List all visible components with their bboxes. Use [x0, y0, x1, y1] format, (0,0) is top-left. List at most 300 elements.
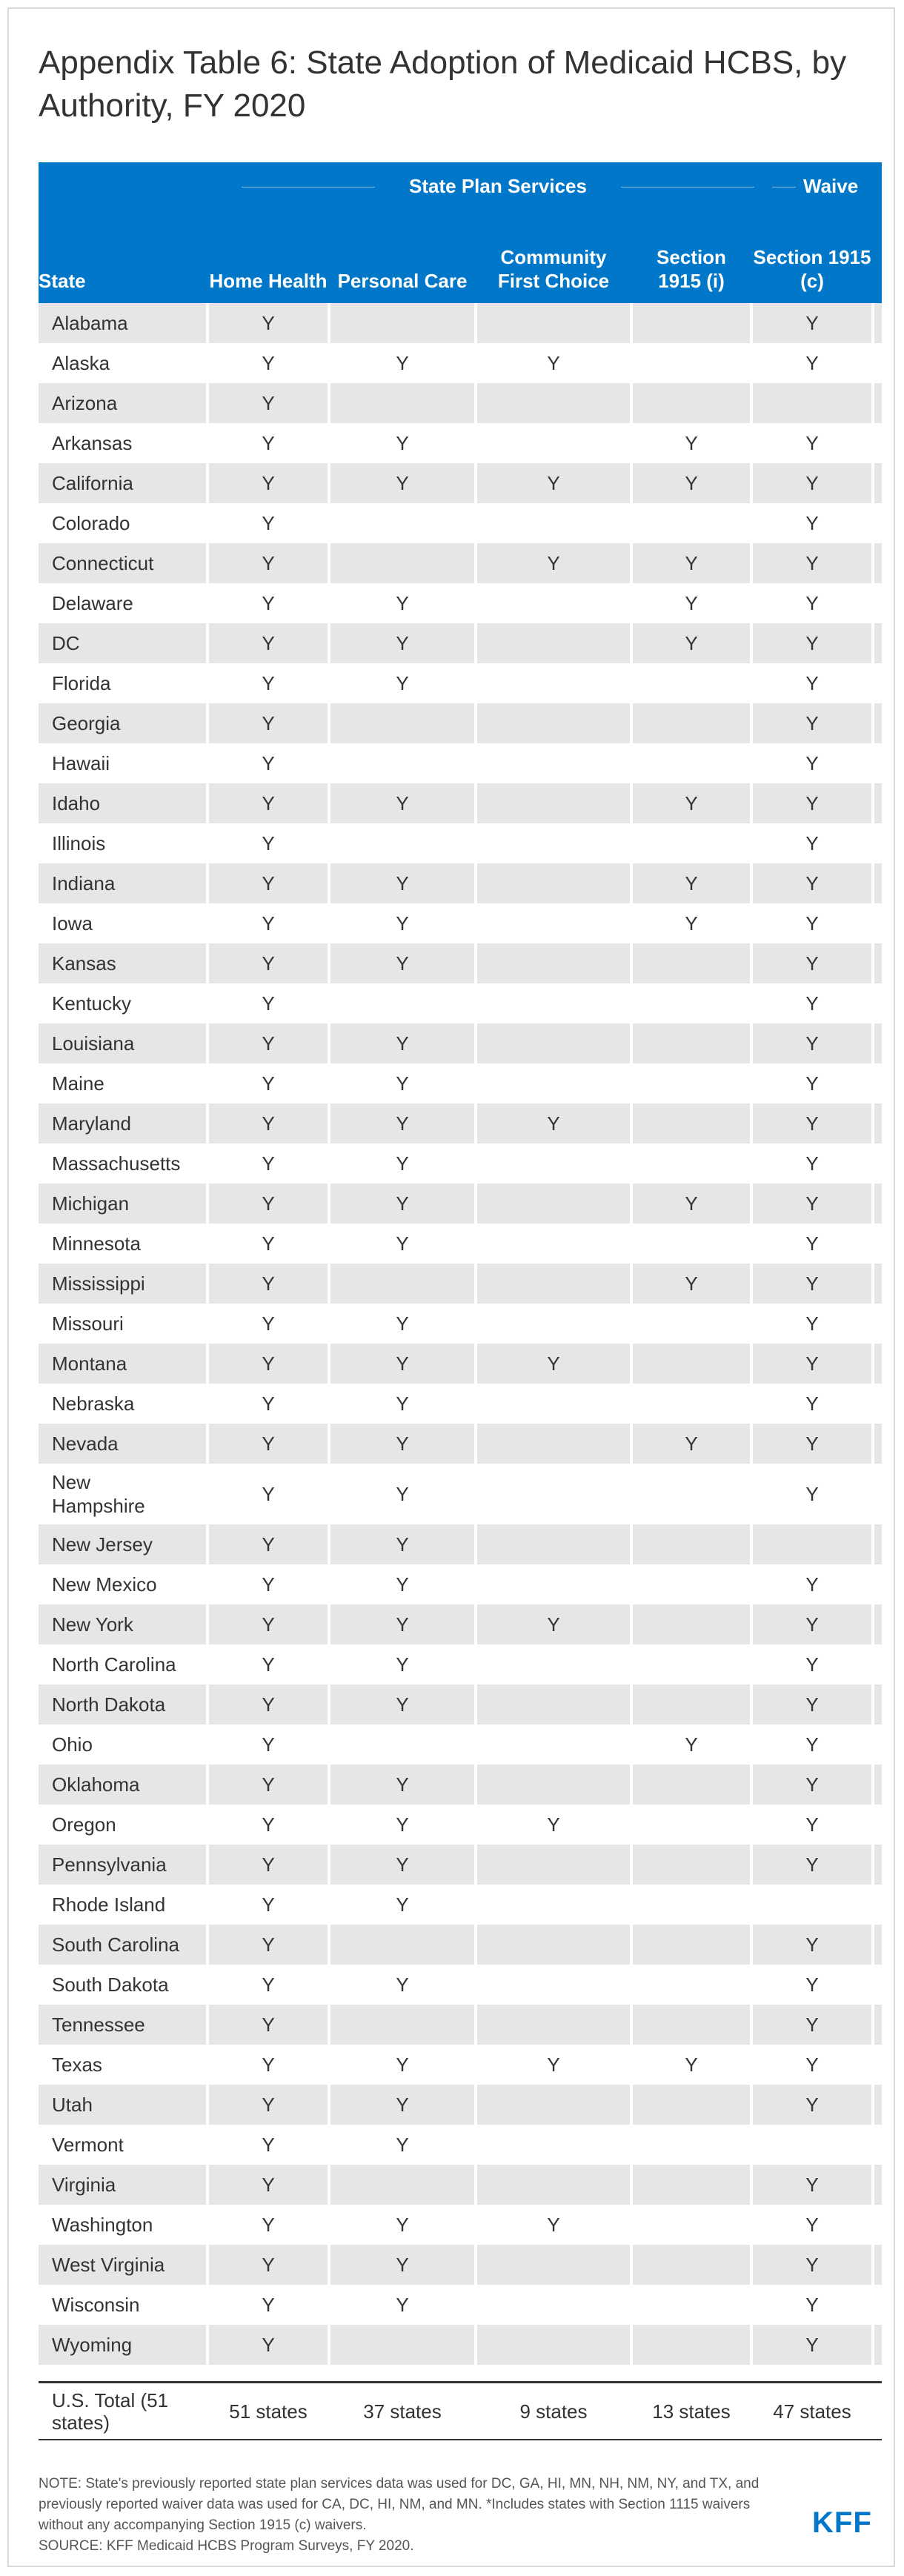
table-row	[39, 2245, 882, 2285]
column-header-personal-care: Personal Care	[337, 270, 468, 292]
cell-home-health: Y	[209, 1184, 328, 1224]
state-name-cell: Oregon	[52, 1813, 116, 1836]
cell-extra	[874, 2045, 882, 2085]
table-row	[39, 2005, 882, 2045]
state-name-cell: New Jersey	[39, 1524, 206, 1564]
cell-extra	[874, 863, 882, 903]
cell-section-1915c: Y	[805, 671, 819, 694]
cell-home-health: Y	[209, 463, 328, 503]
cell-home-health: Y	[262, 1733, 275, 1756]
table-row	[39, 983, 882, 1023]
cell-extra	[874, 2085, 882, 2125]
table-row	[39, 1344, 882, 1384]
cell-community-first-choice: Y	[547, 351, 560, 374]
cell-section-1915i: Y	[685, 912, 698, 935]
cell-personal-care	[330, 1264, 474, 1304]
cell-section-1915c: Y	[753, 1344, 871, 1384]
state-name-cell: North Dakota	[39, 1684, 206, 1724]
cell-section-1915c	[753, 1885, 871, 1925]
cell-community-first-choice	[477, 1724, 630, 1765]
state-name-cell: Virginia	[39, 2165, 206, 2205]
table-row	[39, 543, 882, 583]
cell-home-health: Y	[209, 1845, 328, 1885]
table-row	[39, 1023, 882, 1063]
cell-section-1915c: Y	[805, 1813, 819, 1836]
cell-extra	[874, 303, 882, 343]
state-name-cell: Arizona	[39, 383, 206, 423]
table-row	[39, 1724, 882, 1765]
table-row	[39, 1464, 882, 1524]
cell-section-1915i	[633, 2085, 750, 2125]
state-name-cell: Idaho	[39, 783, 206, 823]
cell-section-1915c: Y	[753, 303, 871, 343]
page-title: Appendix Table 6: State Adoption of Medicaid HCBS, by Authority, FY 2020	[39, 44, 847, 124]
cell-home-health: Y	[262, 431, 275, 454]
cell-personal-care	[330, 1925, 474, 1965]
cell-home-health: Y	[262, 1392, 275, 1415]
cell-extra	[874, 1023, 882, 1063]
cell-extra	[874, 1684, 882, 1724]
cell-section-1915i	[633, 2325, 750, 2365]
state-name-cell: Ohio	[52, 1733, 93, 1756]
cell-section-1915i	[633, 943, 750, 983]
cell-community-first-choice	[477, 743, 630, 783]
cell-home-health: Y	[209, 1344, 328, 1384]
state-name-cell: Alabama	[39, 303, 206, 343]
table-row	[39, 1845, 882, 1885]
cell-personal-care: Y	[396, 431, 409, 454]
cell-personal-care: Y	[396, 1653, 409, 1676]
table-row	[39, 1103, 882, 1143]
cell-extra	[874, 1765, 882, 1805]
cell-home-health: Y	[209, 303, 328, 343]
cell-section-1915i	[633, 1524, 750, 1564]
state-name-cell: Tennessee	[39, 2005, 206, 2045]
cell-section-1915i	[633, 1885, 750, 1925]
state-name-cell: Connecticut	[39, 543, 206, 583]
cell-home-health: Y	[209, 383, 328, 423]
state-name-cell: Kentucky	[52, 992, 131, 1015]
cell-home-health: Y	[262, 751, 275, 774]
state-name-cell: Vermont	[52, 2134, 124, 2156]
cell-section-1915c: Y	[805, 591, 819, 614]
cell-personal-care: Y	[396, 1573, 409, 1596]
state-name-cell: New Hampshire	[52, 1471, 145, 1517]
cell-home-health: Y	[262, 1813, 275, 1836]
cell-extra	[874, 1925, 882, 1965]
cell-extra	[874, 2005, 882, 2045]
cell-section-1915c: Y	[805, 992, 819, 1015]
cell-home-health: Y	[262, 992, 275, 1015]
state-name-cell: Wisconsin	[52, 2294, 140, 2316]
source-text: SOURCE: KFF Medicaid HCBS Program Surveys, FY 2020.	[39, 2538, 414, 2554]
table-row	[39, 623, 882, 663]
cell-personal-care: Y	[330, 1344, 474, 1384]
cell-section-1915c: Y	[805, 1482, 819, 1505]
cell-section-1915i	[633, 2005, 750, 2045]
cell-extra	[874, 1384, 882, 1424]
cell-personal-care: Y	[396, 2053, 409, 2076]
state-name-cell: South Dakota	[52, 1974, 169, 1996]
cell-extra	[874, 1965, 882, 2005]
cell-section-1915c: Y	[753, 863, 871, 903]
cell-extra	[874, 1143, 882, 1184]
cell-extra	[874, 943, 882, 983]
cell-community-first-choice	[477, 1464, 630, 1524]
state-name-cell: Washington	[52, 2214, 153, 2236]
cell-personal-care	[330, 2005, 474, 2045]
cell-section-1915i	[633, 1063, 750, 1103]
cell-section-1915c: Y	[753, 2245, 871, 2285]
cell-section-1915i	[633, 503, 750, 543]
cell-community-first-choice	[477, 1524, 630, 1564]
cell-personal-care: Y	[396, 1312, 409, 1335]
cell-community-first-choice	[477, 1925, 630, 1965]
table-row	[39, 943, 882, 983]
table-row	[39, 703, 882, 743]
cell-home-health: Y	[209, 1684, 328, 1724]
table-row	[39, 503, 882, 543]
cell-section-1915c: Y	[753, 623, 871, 663]
cell-section-1915c: Y	[805, 2213, 819, 2236]
state-name-cell: Rhode Island	[52, 1893, 166, 1916]
cell-section-1915i	[633, 2245, 750, 2285]
cell-section-1915i	[633, 2285, 750, 2325]
cell-community-first-choice	[477, 1224, 630, 1264]
table-row	[39, 743, 882, 783]
cell-section-1915c: Y	[805, 1232, 819, 1255]
cell-personal-care: Y	[396, 1482, 409, 1505]
table-row	[39, 2045, 882, 2085]
cell-section-1915c: Y	[753, 1684, 871, 1724]
cell-home-health: Y	[209, 1023, 328, 1063]
state-name-cell: North Carolina	[52, 1653, 176, 1676]
cell-extra	[874, 2285, 882, 2325]
cell-home-health: Y	[209, 1264, 328, 1304]
cell-section-1915i: Y	[633, 1424, 750, 1464]
cell-community-first-choice	[477, 1184, 630, 1224]
cell-community-first-choice	[477, 2085, 630, 2125]
table-row	[39, 1765, 882, 1805]
cell-section-1915i: Y	[633, 463, 750, 503]
cell-home-health: Y	[262, 511, 275, 534]
cell-personal-care	[330, 823, 474, 863]
cell-section-1915c: Y	[753, 1925, 871, 1965]
cell-extra	[874, 343, 882, 383]
table-card	[7, 7, 895, 2567]
cell-section-1915c: Y	[805, 1072, 819, 1095]
note-text: NOTE: State's previously reported state plan services data was used for DC, GA, HI, MN, NH, NM, NY, and TX, and previously reported waiver data was used for CA, DC, HI, NM, and MN. *Includes states with Section 1115 waivers without any accompanying Section 1915 (c) waivers.	[39, 2476, 760, 2533]
cell-section-1915c: Y	[753, 1264, 871, 1304]
cell-community-first-choice	[477, 1143, 630, 1184]
cell-personal-care: Y	[330, 1424, 474, 1464]
table-row	[39, 903, 882, 943]
cell-section-1915c: Y	[805, 351, 819, 374]
cell-community-first-choice	[477, 1564, 630, 1604]
state-name-cell: Maine	[52, 1072, 104, 1095]
state-name-cell: Massachusetts	[52, 1152, 181, 1175]
table-row	[39, 1885, 882, 1925]
cell-community-first-choice	[477, 2165, 630, 2205]
cell-extra	[874, 423, 882, 463]
cell-home-health: Y	[209, 783, 328, 823]
cell-personal-care: Y	[330, 783, 474, 823]
cell-personal-care: Y	[330, 1524, 474, 1564]
state-name-cell: South Carolina	[39, 1925, 206, 1965]
cell-section-1915i	[633, 2125, 750, 2165]
cell-home-health: Y	[262, 2213, 275, 2236]
cell-extra	[874, 903, 882, 943]
state-name-cell: Louisiana	[39, 1023, 206, 1063]
column-header-community-first-choice: Community First Choice	[497, 246, 610, 292]
cell-personal-care: Y	[396, 912, 409, 935]
cell-home-health: Y	[262, 2053, 275, 2076]
cell-section-1915c: Y	[753, 2325, 871, 2365]
state-name-cell: Illinois	[52, 832, 106, 854]
cell-community-first-choice	[477, 663, 630, 703]
cell-extra	[874, 1184, 882, 1224]
cell-section-1915i	[633, 2205, 750, 2245]
cell-section-1915c: Y	[753, 2165, 871, 2205]
cell-personal-care	[330, 383, 474, 423]
cell-section-1915c: Y	[753, 463, 871, 503]
cell-personal-care: Y	[330, 1604, 474, 1644]
cell-extra	[874, 1063, 882, 1103]
cell-personal-care: Y	[330, 1684, 474, 1724]
cell-section-1915c: Y	[805, 1152, 819, 1175]
cell-section-1915i	[633, 663, 750, 703]
state-name-cell: Indiana	[39, 863, 206, 903]
cell-community-first-choice	[477, 1304, 630, 1344]
state-name-cell: Colorado	[52, 512, 130, 534]
table-row	[39, 343, 882, 383]
cell-section-1915i	[633, 1103, 750, 1143]
total-cell-personal-care: 37 states	[363, 2400, 442, 2423]
table-row	[39, 663, 882, 703]
cell-community-first-choice: Y	[477, 543, 630, 583]
cell-section-1915c: Y	[753, 1103, 871, 1143]
cell-section-1915c: Y	[805, 1312, 819, 1335]
total-row	[39, 2381, 882, 2440]
cell-section-1915i: Y	[633, 543, 750, 583]
cell-section-1915i	[633, 1925, 750, 1965]
cell-home-health: Y	[209, 1424, 328, 1464]
cell-personal-care: Y	[330, 623, 474, 663]
state-name-cell: Florida	[52, 672, 111, 694]
cell-personal-care: Y	[330, 2245, 474, 2285]
cell-home-health: Y	[209, 1765, 328, 1805]
cell-extra	[874, 1564, 882, 1604]
total-cell-home-health: 51 states	[229, 2400, 308, 2423]
cell-home-health: Y	[209, 2325, 328, 2365]
cell-section-1915c: Y	[753, 2085, 871, 2125]
cell-extra	[874, 543, 882, 583]
cell-section-1915i	[633, 1023, 750, 1063]
cell-community-first-choice	[477, 943, 630, 983]
state-name-cell: DC	[39, 623, 206, 663]
cell-section-1915c: Y	[753, 1765, 871, 1805]
state-name-cell: Minnesota	[52, 1232, 141, 1255]
group-header-waivers: Waive	[803, 173, 882, 199]
cell-section-1915i: Y	[633, 1264, 750, 1304]
cell-home-health: Y	[262, 1232, 275, 1255]
cell-section-1915c: Y	[805, 1733, 819, 1756]
cell-personal-care: Y	[330, 1845, 474, 1885]
cell-section-1915c: Y	[805, 831, 819, 854]
table-header	[39, 162, 882, 303]
cell-community-first-choice	[477, 1264, 630, 1304]
cell-home-health: Y	[262, 831, 275, 854]
cell-section-1915c: Y	[805, 751, 819, 774]
cell-extra	[874, 783, 882, 823]
cell-community-first-choice	[477, 1023, 630, 1063]
cell-section-1915c: Y	[753, 2005, 871, 2045]
cell-section-1915c: Y	[805, 912, 819, 935]
table-row	[39, 823, 882, 863]
cell-section-1915i	[633, 1564, 750, 1604]
cell-section-1915i	[633, 343, 750, 383]
cell-extra	[874, 1103, 882, 1143]
cell-community-first-choice: Y	[477, 1103, 630, 1143]
cell-community-first-choice: Y	[547, 2053, 560, 2076]
cell-home-health: Y	[262, 1893, 275, 1916]
cell-personal-care: Y	[396, 351, 409, 374]
cell-extra	[874, 1845, 882, 1885]
cell-personal-care: Y	[330, 1103, 474, 1143]
cell-personal-care: Y	[330, 2085, 474, 2125]
cell-personal-care: Y	[330, 1023, 474, 1063]
cell-extra	[874, 1344, 882, 1384]
table-row	[39, 1424, 882, 1464]
cell-section-1915c: Y	[805, 1573, 819, 1596]
state-name-cell: Utah	[39, 2085, 206, 2125]
state-name-cell: Nebraska	[52, 1392, 135, 1415]
cell-section-1915c	[753, 1524, 871, 1564]
table-row	[39, 1224, 882, 1264]
cell-extra	[874, 2165, 882, 2205]
table-row	[39, 1925, 882, 1965]
footnote	[39, 2474, 794, 2557]
cell-section-1915i	[633, 1805, 750, 1845]
cell-extra	[874, 1604, 882, 1644]
state-name-cell: Maryland	[39, 1103, 206, 1143]
cell-home-health: Y	[262, 1072, 275, 1095]
cell-community-first-choice	[477, 2005, 630, 2045]
cell-section-1915c: Y	[753, 943, 871, 983]
cell-section-1915c: Y	[753, 543, 871, 583]
cell-section-1915i	[633, 1644, 750, 1684]
cell-section-1915i	[633, 1304, 750, 1344]
table-row	[39, 1304, 882, 1344]
cell-extra	[874, 2245, 882, 2285]
cell-community-first-choice	[477, 1063, 630, 1103]
cell-personal-care: Y	[330, 943, 474, 983]
table-row	[39, 2165, 882, 2205]
cell-personal-care: Y	[396, 1973, 409, 1996]
cell-extra	[874, 1424, 882, 1464]
cell-community-first-choice	[477, 983, 630, 1023]
cell-section-1915i: Y	[633, 783, 750, 823]
table-row	[39, 2285, 882, 2325]
column-header-section-1915c: Section 1915 (c)	[753, 246, 871, 292]
cell-personal-care: Y	[330, 463, 474, 503]
cell-home-health: Y	[262, 1152, 275, 1175]
cell-home-health: Y	[262, 912, 275, 935]
table-row	[39, 1564, 882, 1604]
cell-section-1915i	[633, 1765, 750, 1805]
table-row	[39, 1805, 882, 1845]
cell-personal-care: Y	[396, 1152, 409, 1175]
cell-personal-care: Y	[396, 1893, 409, 1916]
cell-section-1915c: Y	[753, 1424, 871, 1464]
cell-section-1915c: Y	[753, 1604, 871, 1644]
cell-section-1915c: Y	[753, 783, 871, 823]
cell-section-1915i: Y	[685, 1733, 698, 1756]
state-name-cell: Wyoming	[39, 2325, 206, 2365]
cell-section-1915i	[633, 1143, 750, 1184]
cell-section-1915c: Y	[805, 2053, 819, 2076]
cell-community-first-choice: Y	[477, 1344, 630, 1384]
cell-home-health: Y	[262, 1482, 275, 1505]
cell-personal-care: Y	[396, 2213, 409, 2236]
cell-community-first-choice	[477, 2285, 630, 2325]
cell-personal-care	[330, 503, 474, 543]
cell-home-health: Y	[262, 591, 275, 614]
state-name-cell: Alaska	[52, 352, 110, 374]
cell-personal-care: Y	[396, 1072, 409, 1095]
cell-personal-care: Y	[396, 671, 409, 694]
cell-community-first-choice	[477, 1644, 630, 1684]
table-body	[39, 303, 882, 2365]
cell-home-health: Y	[262, 1653, 275, 1676]
table-row	[39, 1965, 882, 2005]
cell-section-1915i	[633, 703, 750, 743]
cell-extra	[874, 2125, 882, 2165]
column-header-home-health: Home Health	[209, 270, 328, 292]
cell-personal-care: Y	[396, 2293, 409, 2316]
table-row	[39, 1524, 882, 1564]
cell-home-health: Y	[209, 943, 328, 983]
state-name-cell: Montana	[39, 1344, 206, 1384]
cell-community-first-choice	[477, 1424, 630, 1464]
cell-home-health: Y	[262, 351, 275, 374]
cell-extra	[874, 823, 882, 863]
state-name-cell: Texas	[52, 2054, 102, 2076]
cell-extra	[874, 463, 882, 503]
state-name-cell: Mississippi	[39, 1264, 206, 1304]
cell-personal-care	[330, 1724, 474, 1765]
cell-home-health: Y	[209, 2245, 328, 2285]
cell-community-first-choice	[477, 383, 630, 423]
cell-personal-care	[330, 743, 474, 783]
table-row	[39, 863, 882, 903]
cell-extra	[874, 663, 882, 703]
cell-community-first-choice	[477, 2125, 630, 2165]
cell-community-first-choice	[477, 1384, 630, 1424]
cell-extra	[874, 1224, 882, 1264]
total-cell-community-first-choice: 9 states	[519, 2400, 588, 2423]
cell-section-1915i: Y	[633, 863, 750, 903]
cell-section-1915i	[633, 1344, 750, 1384]
cell-home-health: Y	[209, 2005, 328, 2045]
cell-section-1915i	[633, 823, 750, 863]
cell-section-1915i: Y	[685, 431, 698, 454]
cell-extra	[874, 1644, 882, 1684]
cell-extra	[874, 2325, 882, 2365]
cell-personal-care	[330, 2325, 474, 2365]
table-row	[39, 2125, 882, 2165]
total-cell-section-1915i: 13 states	[652, 2400, 731, 2423]
